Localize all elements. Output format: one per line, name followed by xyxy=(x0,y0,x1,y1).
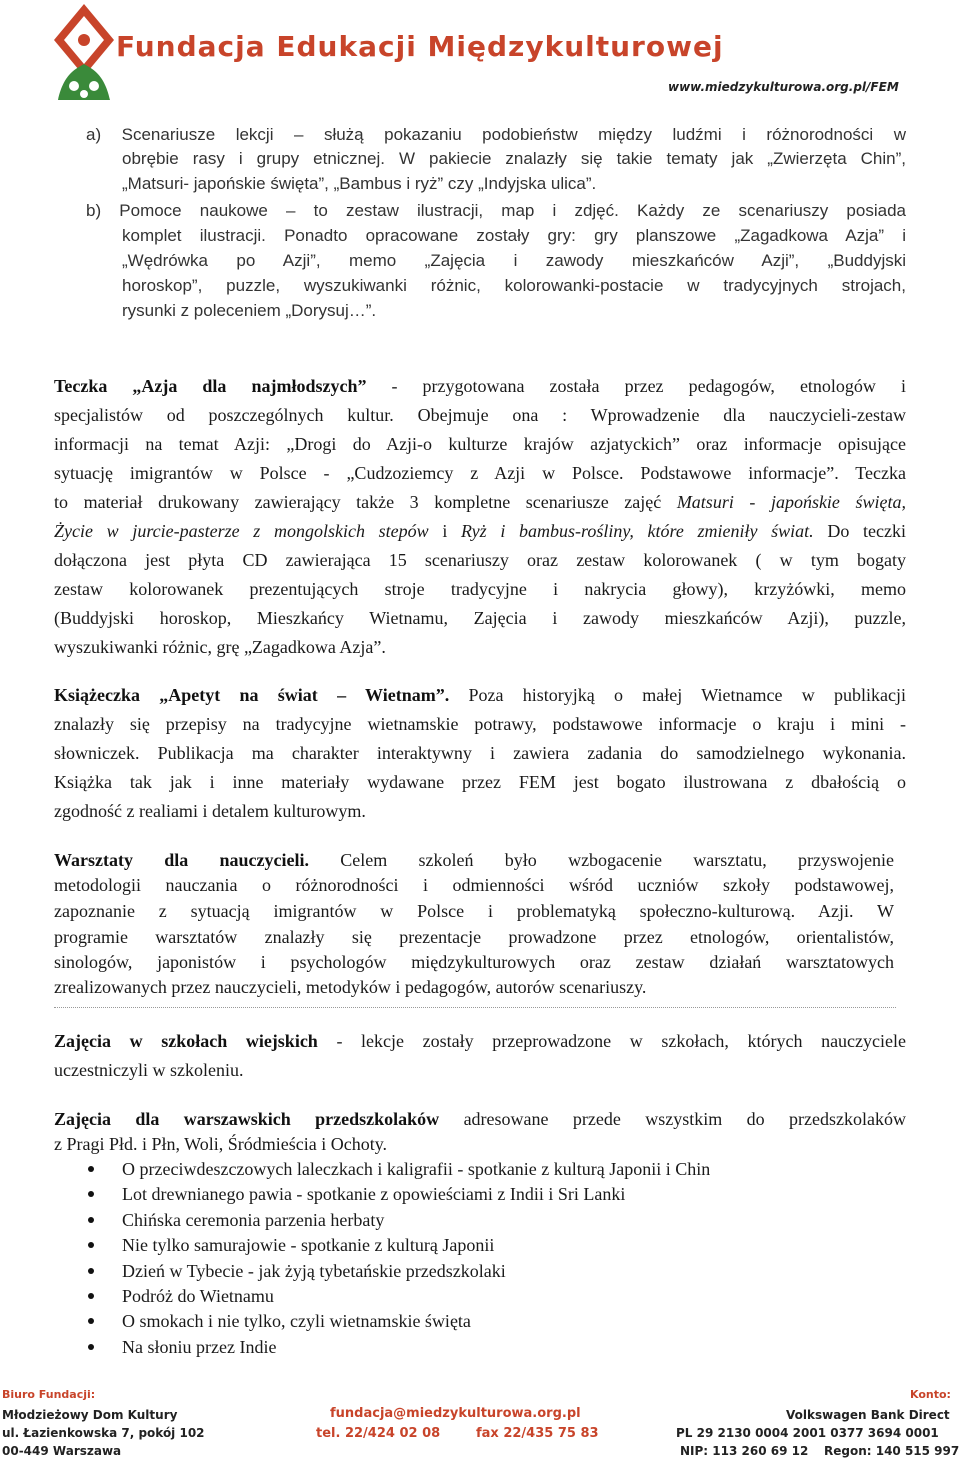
list-item: O przeciwdeszczowych laleczkach i kaligrafii - spotkanie z kulturą Japonii i Chin xyxy=(122,1159,711,1179)
list-item: O smokach i nie tylko, czyli wietnamskie święta xyxy=(122,1311,471,1331)
scenario-title-matsuri: Matsuri - japońskie święta, xyxy=(676,492,906,512)
bullet-icon xyxy=(88,1318,94,1324)
bullet-icon xyxy=(88,1293,94,1299)
bullet-icon xyxy=(88,1217,94,1223)
ksiazeczka-line-4: Książka tak jak i inne materiały wydawane przez FEM jest bogato ilustrowana z dbałością o xyxy=(54,772,906,792)
list-item: Lot drewnianego pawia - spotkanie z opowieściami z Indii i Sri Lanki xyxy=(122,1184,626,1204)
item-b-line-4: horoskop”, puzzle, wyszukiwanki różnic, kolorowanki-postacie w tradycyjnych strojach, xyxy=(122,276,906,295)
teczka-line-8: zestaw kolorowanek prezentujących stroje tradycyjne i nakrycia głowy), krzyżówki, memo xyxy=(54,579,906,599)
email-link[interactable]: fundacja@miedzykulturowa.org.pl xyxy=(330,1406,581,1421)
page-header xyxy=(0,0,960,110)
bullet-icon xyxy=(88,1166,94,1172)
teczka-line-10: wyszukiwanki różnic, grę „Zagadkowa Azja”. xyxy=(54,637,386,657)
warsztaty-line-5: sinologów, japonistów i psychologów międzykulturowych oraz zestaw działań warsztatowych xyxy=(54,952,894,972)
list-item: Na słoniu przez Indie xyxy=(122,1337,277,1357)
bullet-icon xyxy=(88,1242,94,1248)
teczka-line-4: sytuację imigrantów w Polsce - „Cudzoziemcy z Azji w Polsce. Podstawowe informacje”. Teczka xyxy=(54,463,906,483)
warsztaty-line-2: metodologii nauczania o różnorodności i odmienności wśród uczniów szkoły podstawowej, xyxy=(54,875,894,895)
ksiazeczka-title: Książeczka „Apetyt na świat – Wietnam”. xyxy=(54,685,450,705)
org-url: www.miedzykulturowa.org.pl/FEM xyxy=(668,80,899,94)
org-name: Fundacja Edukacji Międzykulturowej xyxy=(116,30,724,63)
przedszkola-line-2: z Pragi Płd. i Płn, Woli, Śródmieścia i Ochoty. xyxy=(54,1134,388,1154)
foundation-logo-icon xyxy=(44,2,124,110)
teczka-title: Teczka „Azja dla najmłodszych” xyxy=(54,376,367,396)
wiejskie-line-2: uczestniczyli w szkoleniu. xyxy=(54,1060,244,1080)
warsztaty-line-6: zrealizowanych przez nauczycieli, metodyków i pedagogów, autorów scenariuszy. xyxy=(54,977,647,997)
account-number: PL 29 2130 0004 2001 0377 3694 0001 xyxy=(676,1426,939,1440)
nip-number: NIP: 113 260 69 12 xyxy=(680,1444,809,1458)
warsztaty-line-4: programie warsztatów znalazły się prezentacje prowadzone przez etnologów, orientalistów, xyxy=(54,927,894,947)
warsztaty-title: Warsztaty dla nauczycieli. xyxy=(54,850,310,870)
warsztaty-line-3: zapoznanie z sytuacją imigrantów w Polsce i problematyką społeczno-kulturową. Azji. W xyxy=(54,901,894,921)
ksiazeczka-line-1: Książeczka „Apetyt na świat – Wietnam”. Poza historyjką o małej Wietnamce w publikacji xyxy=(54,685,906,705)
ksiazeczka-line-3: słowniczek. Publikacja ma charakter interaktywny i zawiera zadania do samodzielnego wykonania. xyxy=(54,743,906,763)
item-b-line-3: „Wędrówka po Azji”, memo „Zajęcia i zawody mieszkańców Azji”, „Buddyjski xyxy=(122,251,906,270)
office-line-1: Młodzieżowy Dom Kultury xyxy=(2,1408,178,1422)
teczka-line-6: Życie w jurcie-pasterze z mongolskich stepów i Ryż i bambus-rośliny, które zmieniły świat. Do teczki xyxy=(54,521,906,541)
warsztaty-line-1: Warsztaty dla nauczycieli. Celem szkoleń było wzbogacenie warsztatu, przyswojenie xyxy=(54,850,894,870)
scenario-title-ryz: Ryż i bambus-rośliny, które zmieniły świat. xyxy=(461,521,814,541)
list-item: Chińska ceremonia parzenia herbaty xyxy=(122,1210,385,1230)
wiejskie-line-1: Zajęcia w szkołach wiejskich - lekcje zostały przeprowadzone w szkołach, których nauczyciele xyxy=(54,1031,907,1051)
bullet-icon xyxy=(88,1268,94,1274)
item-b-line-1: b) Pomoce naukowe – to zestaw ilustracji, map i zdjęć. Każdy ze scenariuszy posiada xyxy=(86,201,906,220)
phone-number: tel. 22/424 02 08 xyxy=(316,1426,441,1441)
bank-name: Volkswagen Bank Direct xyxy=(786,1408,950,1422)
bullet-icon xyxy=(88,1191,94,1197)
office-line-3: 00-449 Warszawa xyxy=(2,1444,122,1458)
wiejskie-title: Zajęcia w szkołach wiejskich xyxy=(54,1031,318,1051)
office-label: Biuro Fundacji: xyxy=(2,1388,96,1401)
przedszkola-title: Zajęcia dla warszawskich przedszkolaków xyxy=(54,1109,440,1129)
teczka-line-3: informacji na temat Azji: „Drogi do Azji-o kulturze krajów azjatyckich” oraz informacje opisujące xyxy=(54,434,906,454)
bullet-icon xyxy=(88,1344,94,1350)
ksiazeczka-line-5: zgodność z realiami i detalem kulturowym. xyxy=(54,801,366,821)
regon-number: Regon: 140 515 997 xyxy=(824,1444,960,1458)
teczka-line-9: (Buddyjski horoskop, Mieszkańcy Wietnamu, Zajęcia i zawody mieszkańców Azji), puzzle, xyxy=(54,608,906,628)
item-b-line-2: komplet ilustracji. Ponadto opracowane zostały gry: gry planszowe „Zagadkowa Azja” i xyxy=(122,226,906,245)
dotted-divider xyxy=(54,1007,896,1008)
page-footer xyxy=(0,1386,960,1464)
teczka-line-7: dołączona jest płyta CD zawierająca 15 scenariuszy oraz zestaw kolorowanek ( w tym bogaty xyxy=(54,550,906,570)
item-b-line-5: rysunki z poleceniem „Dorysuj…”. xyxy=(122,301,377,320)
teczka-line-1: Teczka „Azja dla najmłodszych” - przygotowana została przez pedagogów, etnologów i xyxy=(54,376,906,396)
teczka-line-2: specjalistów od poszczególnych kultur. Obejmuje ona : Wprowadzenie dla nauczycieli-zestaw xyxy=(54,405,906,425)
office-line-2: ul. Łazienkowska 7, pokój 102 xyxy=(2,1426,205,1440)
item-a-line-2: obrębie rasy i grupy etnicznej. W pakiecie znalazły się takie tematy jak „Zwierzęta Chin”, xyxy=(122,149,906,168)
scenario-title-jurta: Życie w jurcie-pasterze z mongolskich stepów xyxy=(54,521,429,541)
list-item: Dzień w Tybecie - jak żyją tybetańskie przedszkolaki xyxy=(122,1261,506,1281)
ksiazeczka-line-2: znalazły się przepisy na tradycyjne wietnamskie potrawy, podstawowe informacje o kraju i mini - xyxy=(54,714,906,734)
przedszkola-line-1: Zajęcia dla warszawskich przedszkolaków adresowane przede wszystkim do przedszkolaków xyxy=(54,1109,906,1129)
teczka-line-5: to materiał drukowany zawierający także 3 kompletne scenariusze zajęć Matsuri - japońskie święta, xyxy=(54,492,906,512)
item-a-line-1: a) Scenariusze lekcji – służą pokazaniu podobieństw między ludźmi i różnorodności w xyxy=(86,125,906,144)
item-a-line-3: „Matsuri- japońskie święta”, „Bambus i ryż” czy „Indyjska ulica”. xyxy=(122,174,597,193)
account-label: Konto: xyxy=(910,1388,951,1401)
fax-number: fax 22/435 75 83 xyxy=(476,1426,599,1441)
list-item: Nie tylko samurajowie - spotkanie z kulturą Japonii xyxy=(122,1235,495,1255)
list-item: Podróż do Wietnamu xyxy=(122,1286,274,1306)
